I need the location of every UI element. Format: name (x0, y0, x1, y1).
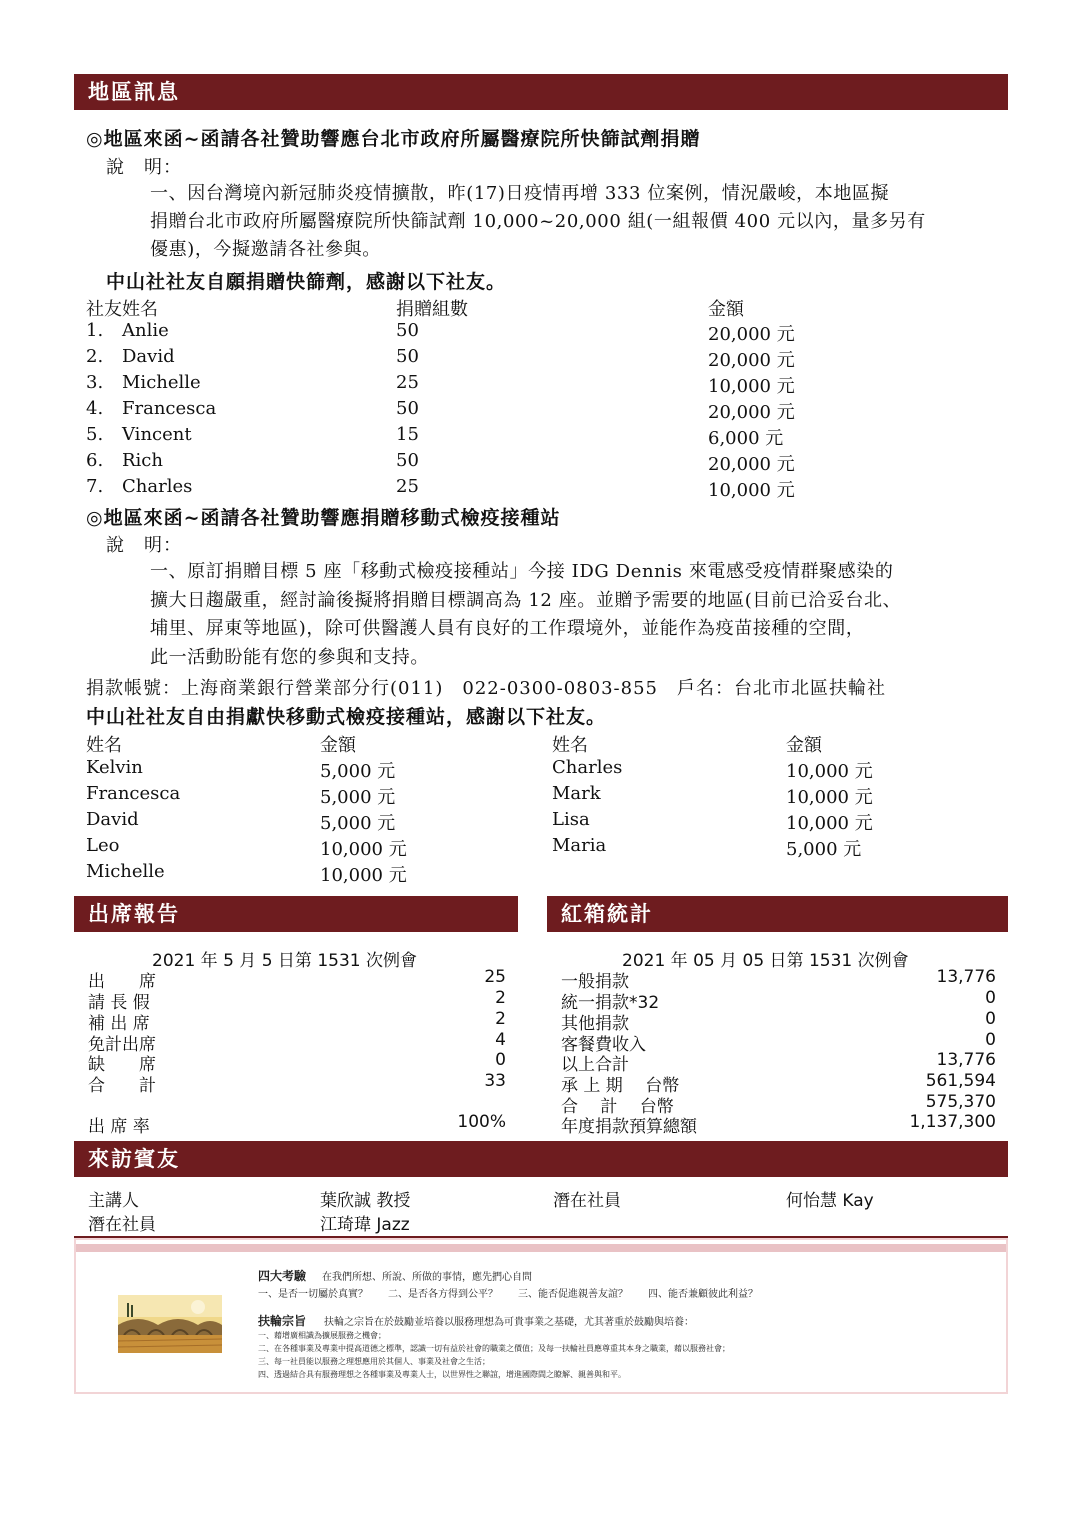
table1-row-name: Michelle (122, 372, 201, 393)
redbox-label: 以上合計 (561, 1055, 629, 1075)
table1-row-amount: 20,000 元 (708, 324, 795, 345)
table1-header-amount: 金額 (708, 299, 744, 320)
table1-row-no: 4. (86, 398, 104, 419)
district-item2-para2: 擴大日趨嚴重，經討論後擬將捐贈目標調高為 12 座。並贈予需要的地區(目前已洽妥台北、 (150, 590, 902, 611)
table2-right-name: Lisa (552, 809, 590, 830)
attendance-label: 請 長 假 (88, 993, 150, 1013)
table2-right-amount: 10,000 元 (786, 813, 873, 834)
footer-test-title: 四大考驗 (258, 1269, 307, 1283)
district-item1-label: 說 明： (106, 157, 182, 178)
table2-header-amount: 金額 (320, 735, 356, 756)
attendance-rate-value: 100% (457, 1112, 506, 1132)
table2-header-name: 姓名 (552, 735, 588, 756)
attendance-value: 33 (484, 1071, 506, 1091)
table1-row-amount: 6,000 元 (708, 428, 784, 449)
table1-row-qty: 25 (396, 372, 419, 393)
table2-right-amount: 10,000 元 (786, 787, 873, 808)
attendance-label: 補 出 席 (88, 1014, 150, 1034)
table2-right-name: Charles (552, 757, 623, 778)
attendance-label: 出 席 (88, 972, 156, 992)
footer-object-1: 一、藉增廣相識為擴展服務之機會； (258, 1331, 386, 1340)
table2-right-amount: 5,000 元 (786, 839, 862, 860)
section-header-redbox: 紅箱統計 (547, 896, 1008, 932)
attendance-label: 缺 席 (88, 1055, 156, 1075)
redbox-label: 一般捐款 (561, 972, 629, 992)
table2-left-amount: 5,000 元 (320, 761, 396, 782)
district-item2-para1: 一、原訂捐贈目標 5 座「移動式檢疫接種站」今接 IDG Dennis 來電感受疫情群聚感染的 (150, 561, 894, 582)
visitors-underline (74, 1175, 1008, 1177)
footer-object-4: 四、透過結合具有服務理想之各種事業及專業人士，以世界性之聯誼，增進國際間之瞭解、親善與和平。 (258, 1370, 626, 1379)
redbox-label: 其他捐款 (561, 1014, 629, 1034)
footer-test-items: 一、是否一切屬於真實？ 二、是否各方得到公平？ 三、能否促進親善友誼？ 四、能否兼顧彼此利益？ (258, 1289, 758, 1300)
footer-object-2: 二、在各種事業及專業中提高道德之標準，認識一切有益於社會的職業之價值；及每一扶輪社員應尊重其本身之職業，藉以服務社會； (258, 1344, 730, 1353)
table1-row-name: Anlie (122, 320, 169, 341)
section-header-district: 地區訊息 (74, 74, 1008, 110)
table1-row-amount: 10,000 元 (708, 480, 795, 501)
visitor-name: 何怡慧 Kay (786, 1191, 874, 1211)
table1-row-no: 5. (86, 424, 104, 445)
table1-row-name: Francesca (122, 398, 217, 419)
table1-row-no: 2. (86, 346, 104, 367)
table2-left-amount: 5,000 元 (320, 787, 396, 808)
redbox-value: 561,594 (925, 1071, 996, 1091)
table1-row-qty: 50 (396, 450, 419, 471)
table1-row-amount: 10,000 元 (708, 376, 795, 397)
redbox-label: 合 計 台幣 (561, 1097, 674, 1117)
table1-row-name: Vincent (122, 424, 192, 445)
bridge-illustration (118, 1295, 222, 1353)
table2-left-amount: 10,000 元 (320, 839, 407, 860)
section-header-attendance: 出席報告 (74, 896, 518, 932)
footer-object-intro: 扶輪之宗旨在於鼓勵並培養以服務理想為可貴事業之基礎，尤其著重於鼓勵與培養： (324, 1317, 694, 1328)
attendance-underline (74, 930, 518, 932)
table2-left-name: Leo (86, 835, 120, 856)
table2-left-name: Kelvin (86, 757, 143, 778)
visitor-name: 葉欣誠 教授 (320, 1191, 411, 1211)
table1-row-no: 3. (86, 372, 104, 393)
table2-right-name: Mark (552, 783, 601, 804)
table1-row-no: 6. (86, 450, 104, 471)
table1-row-amount: 20,000 元 (708, 402, 795, 423)
redbox-value: 13,776 (936, 1050, 996, 1070)
table1-header-qty: 捐贈組數 (396, 299, 468, 320)
table2-left-amount: 5,000 元 (320, 813, 396, 834)
section-header-visitors: 來訪賓友 (74, 1141, 1008, 1177)
attendance-value: 2 (495, 1009, 506, 1029)
footer-test-intro: 在我們所想、所說、所做的事情，應先捫心自問 (322, 1272, 532, 1283)
table2-left-name: David (86, 809, 139, 830)
visitor-role: 潛在社員 (88, 1215, 156, 1235)
table2-left-name: Francesca (86, 783, 181, 804)
visitor-name: 江琦瑋 Jazz (320, 1215, 410, 1235)
redbox-value: 0 (985, 1030, 996, 1050)
attendance-value: 4 (495, 1030, 506, 1050)
district-item2-para3: 埔里、屏東等地區)，除可供醫護人員有良好的工作環境外，並能作為疫苗接種的空間， (150, 618, 865, 639)
table1-row-amount: 20,000 元 (708, 454, 795, 475)
district-item1-para1: 一、因台灣境內新冠肺炎疫情擴散，昨(17)日疫情再增 333 位案例，情況嚴峻，本地區擬 (150, 183, 890, 204)
district-item1-para3: 優惠)，今擬邀請各社參與。 (150, 239, 381, 260)
table2-header-name: 姓名 (86, 735, 122, 756)
redbox-value: 0 (985, 1009, 996, 1029)
table1-row-amount: 20,000 元 (708, 350, 795, 371)
table1-row-qty: 50 (396, 398, 419, 419)
table2-header-amount: 金額 (786, 735, 822, 756)
table1-row-name: Rich (122, 450, 163, 471)
redbox-label: 承 上 期 台幣 (561, 1076, 680, 1096)
bank-account: 捐款帳號：上海商業銀行營業部分行(011) 022-0300-0803-855 戶名：台北市北區扶輪社 (86, 678, 886, 699)
district-thanks2: 中山社社友自由捐獻快移動式檢疫接種站，感謝以下社友。 (86, 706, 607, 728)
district-item2-title: ◎地區來函~函請各社贊助響應捐贈移動式檢疫接種站 (86, 507, 561, 529)
attendance-value: 25 (484, 967, 506, 987)
district-thanks1: 中山社社友自願捐贈快篩劑，感謝以下社友。 (106, 271, 507, 293)
redbox-label: 統一捐款*32 (561, 993, 660, 1013)
visitor-role: 潛在社員 (553, 1191, 621, 1211)
attendance-label: 合 計 (88, 1076, 156, 1096)
table2-right-name: Maria (552, 835, 607, 856)
table2-left-amount: 10,000 元 (320, 865, 407, 886)
redbox-value: 1,137,300 (909, 1112, 996, 1132)
table1-header-name: 社友姓名 (86, 299, 158, 320)
table2-left-name: Michelle (86, 861, 165, 882)
attendance-value: 0 (495, 1050, 506, 1070)
attendance-label: 免計出席 (88, 1035, 156, 1055)
attendance-meeting: 2021 年 5 月 5 日第 1531 次例會 (152, 951, 417, 971)
table1-row-no: 7. (86, 476, 104, 497)
district-item1-title: ◎地區來函~函請各社贊助響應台北市政府所屬醫療院所快篩試劑捐贈 (86, 128, 701, 150)
attendance-rate-label: 出 席 率 (88, 1117, 150, 1137)
redbox-value: 0 (985, 988, 996, 1008)
redbox-label: 年度捐款預算總額 (561, 1117, 697, 1137)
table1-row-name: Charles (122, 476, 193, 497)
footer-object-title: 扶輪宗旨 (258, 1314, 307, 1328)
table1-row-qty: 50 (396, 346, 419, 367)
table1-row-name: David (122, 346, 175, 367)
footer-object-3: 三、每一社員能以服務之理想應用於其個人、事業及社會之生活； (258, 1357, 490, 1366)
table1-row-qty: 15 (396, 424, 419, 445)
redbox-value: 575,370 (925, 1092, 996, 1112)
table1-row-no: 1. (86, 320, 104, 341)
table1-row-qty: 50 (396, 320, 419, 341)
attendance-value: 2 (495, 988, 506, 1008)
redbox-underline (547, 930, 1008, 932)
visitor-role: 主講人 (88, 1191, 139, 1211)
table2-right-amount: 10,000 元 (786, 761, 873, 782)
district-item2-label: 說 明： (106, 535, 182, 556)
table1-row-qty: 25 (396, 476, 419, 497)
redbox-meeting: 2021 年 05 月 05 日第 1531 次例會 (622, 951, 909, 971)
district-item1-para2: 捐贈台北市政府所屬醫療院所快篩試劑 10,000~20,000 組(一組報價 400 元以內，量多另有 (150, 211, 926, 232)
redbox-label: 客餐費收入 (561, 1035, 646, 1055)
district-item2-para4: 此一活動盼能有您的參與和支持。 (150, 647, 429, 668)
redbox-value: 13,776 (936, 967, 996, 987)
